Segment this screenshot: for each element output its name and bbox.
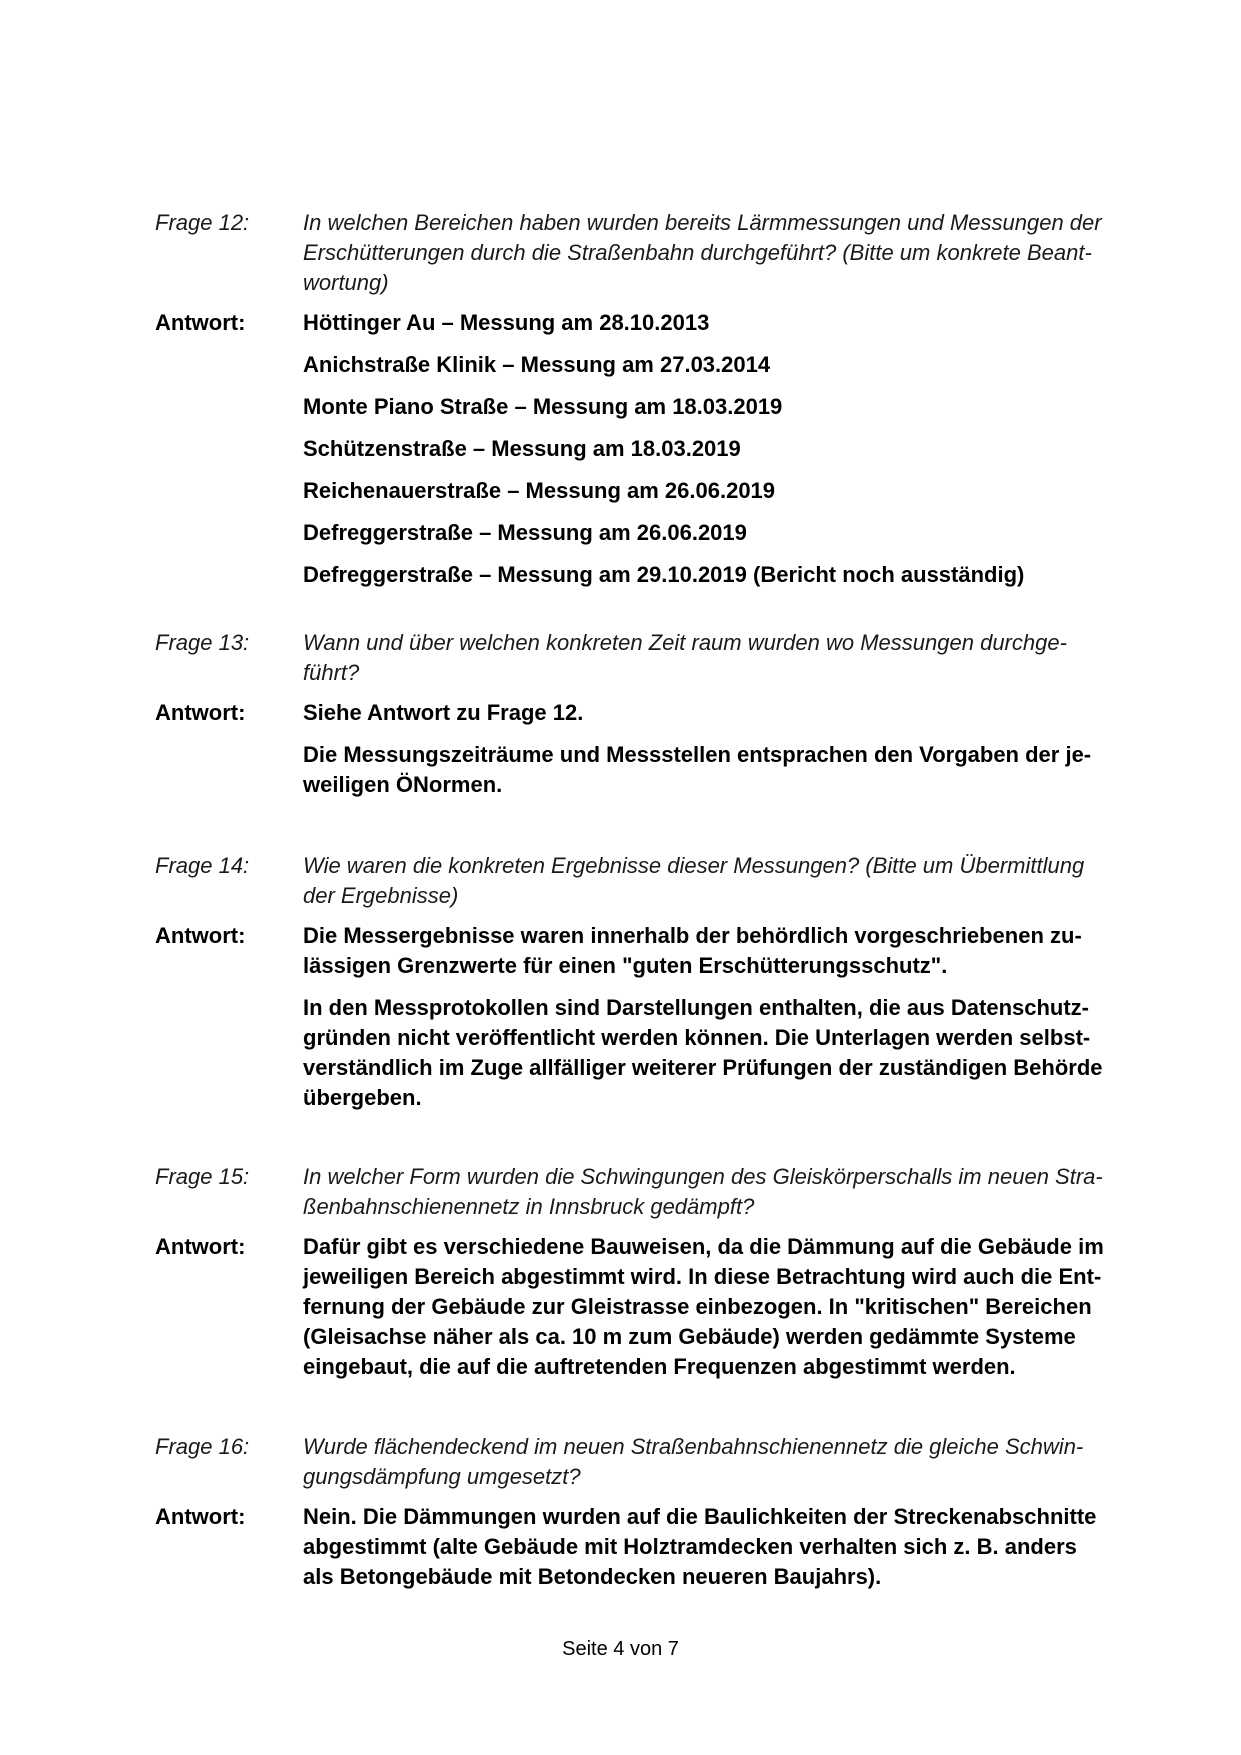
question-text [303, 851, 1145, 911]
answer-line: eingebaut, die auf die auftretenden Frequenzen abgestimmt werden. [303, 1354, 1016, 1379]
measurement-item: Defreggerstraße – Messung am 26.06.2019 [303, 520, 747, 545]
question-text [303, 628, 1145, 688]
question-line: Wurde flächendeckend im neuen Straßenbahnschienennetz die gleiche Schwin- [303, 1434, 1084, 1459]
question-line: gungsdämpfung umgesetzt? [303, 1464, 581, 1489]
answer-text [303, 1232, 1145, 1382]
question-text [303, 208, 1145, 298]
question-row [155, 851, 1145, 911]
question-line: wortung) [303, 270, 389, 295]
answer-line: In den Messprotokollen sind Darstellungen enthalten, die aus Datenschutz- [303, 995, 1090, 1020]
answer-row [155, 308, 1145, 590]
question-label: Frage 15: [155, 1164, 250, 1189]
answer-row [155, 1232, 1145, 1382]
question-label: Frage 16: [155, 1434, 250, 1459]
question-line: In welchen Bereichen haben wurden bereits Lärmmessungen und Messungen der [303, 210, 1102, 235]
answer-text [303, 308, 1145, 590]
question-line: führt? [303, 660, 360, 685]
qa-block-12 [155, 208, 1145, 590]
question-line: ßenbahnschienennetz in Innsbruck gedämpft? [303, 1194, 755, 1219]
answer-line: fernung der Gebäude zur Gleistrasse einbezogen. In "kritischen" Bereichen [303, 1294, 1092, 1319]
question-text [303, 1162, 1145, 1222]
answer-line: weiligen ÖNormen. [303, 772, 503, 797]
question-line: Wann und über welchen konkreten Zeit raum wurden wo Messungen durchge- [303, 630, 1067, 655]
measurement-item: Reichenauerstraße – Messung am 26.06.2019 [303, 478, 776, 503]
answer-text [303, 698, 1145, 800]
answer-row [155, 1502, 1145, 1592]
qa-block-16 [155, 1432, 1145, 1592]
answer-row [155, 921, 1145, 1113]
answer-label: Antwort: [155, 310, 246, 335]
answer-paragraph [303, 1502, 1145, 1592]
question-label: Frage 12: [155, 210, 250, 235]
answer-line: als Betongebäude mit Betondecken neueren Baujahrs). [303, 1564, 882, 1589]
answer-text [303, 921, 1145, 1113]
question-line: Wie waren die konkreten Ergebnisse dieser Messungen? (Bitte um Übermittlung [303, 853, 1085, 878]
measurement-item: Anichstraße Klinik – Messung am 27.03.2014 [303, 352, 771, 377]
answer-line: Dafür gibt es verschiedene Bauweisen, da die Dämmung auf die Gebäude im [303, 1234, 1104, 1259]
answer-row [155, 698, 1145, 800]
answer-line: abgestimmt (alte Gebäude mit Holztramdecken verhalten sich z. B. anders [303, 1534, 1077, 1559]
question-label: Frage 13: [155, 630, 250, 655]
answer-line: gründen nicht veröffentlicht werden können. Die Unterlagen werden selbst- [303, 1025, 1091, 1050]
answer-label: Antwort: [155, 923, 246, 948]
question-row [155, 1162, 1145, 1222]
answer-line: übergeben. [303, 1085, 422, 1110]
qa-block-13 [155, 628, 1145, 800]
question-line: der Ergebnisse) [303, 883, 459, 908]
page-number-footer: Seite 4 von 7 [562, 1638, 679, 1660]
qa-block-14 [155, 851, 1145, 1113]
answer-paragraph [303, 993, 1145, 1113]
answer-line: lässigen Grenzwerte für einen "guten Erschütterungsschutz". [303, 953, 948, 978]
answer-paragraph [303, 698, 1145, 728]
answer-line: Siehe Antwort zu Frage 12. [303, 700, 584, 725]
answer-paragraph [303, 740, 1145, 800]
question-row [155, 1432, 1145, 1492]
measurement-item: Schützenstraße – Messung am 18.03.2019 [303, 436, 741, 461]
question-row [155, 208, 1145, 298]
answer-line: Die Messungszeiträume und Messstellen entsprachen den Vorgaben der je- [303, 742, 1092, 767]
measurement-item: Höttinger Au – Messung am 28.10.2013 [303, 310, 710, 335]
answer-label: Antwort: [155, 1234, 246, 1259]
question-line: Erschütterungen durch die Straßenbahn durchgeführt? (Bitte um konkrete Beant- [303, 240, 1092, 265]
answer-label: Antwort: [155, 700, 246, 725]
answer-line: jeweiligen Bereich abgestimmt wird. In diese Betrachtung wird auch die Ent- [303, 1264, 1102, 1289]
measurement-item: Defreggerstraße – Messung am 29.10.2019 (Bericht noch ausständig) [303, 562, 1025, 587]
qa-block-15 [155, 1162, 1145, 1382]
question-row [155, 628, 1145, 688]
question-label: Frage 14: [155, 853, 250, 878]
answer-line: Nein. Die Dämmungen wurden auf die Baulichkeiten der Streckenabschnitte [303, 1504, 1097, 1529]
question-text [303, 1432, 1145, 1492]
answer-text [303, 1502, 1145, 1592]
answer-line: (Gleisachse näher als ca. 10 m zum Gebäude) werden gedämmte Systeme [303, 1324, 1076, 1349]
answer-line: Die Messergebnisse waren innerhalb der behördlich vorgeschriebenen zu- [303, 923, 1082, 948]
answer-line: verständlich im Zuge allfälliger weiterer Prüfungen der zuständigen Behörde [303, 1055, 1103, 1080]
answer-paragraph [303, 1232, 1145, 1382]
measurement-item: Monte Piano Straße – Messung am 18.03.2019 [303, 394, 783, 419]
answer-paragraph [303, 921, 1145, 981]
answer-label: Antwort: [155, 1504, 246, 1529]
question-line: In welcher Form wurden die Schwingungen des Gleiskörperschalls im neuen Stra- [303, 1164, 1103, 1189]
